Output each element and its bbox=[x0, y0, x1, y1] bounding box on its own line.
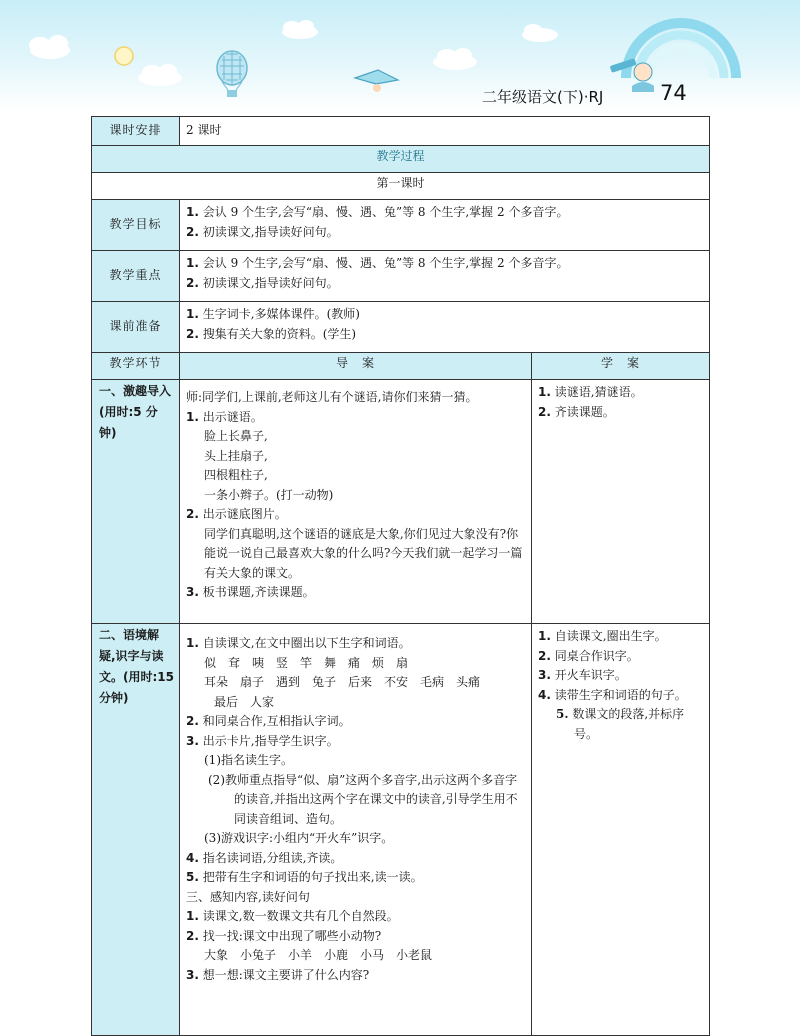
new-words: 耳朵 扇子 遇到 兔子 后来 不安 毛病 头痛 bbox=[204, 675, 481, 689]
prep-content bbox=[180, 302, 710, 353]
list-item: 4. 读带生字和词语的句子。 bbox=[538, 687, 687, 702]
stage2-study bbox=[532, 624, 710, 1036]
stage1-study bbox=[532, 380, 710, 624]
stage1-label: 一、激趣导入(用时:5 分钟) bbox=[99, 384, 172, 440]
list-item: 1. 出示谜语。 bbox=[186, 409, 263, 424]
goals-content bbox=[180, 200, 710, 251]
list-item: 2. 齐读课题。 bbox=[538, 404, 615, 419]
cloud-icon bbox=[433, 48, 477, 70]
table-row bbox=[92, 200, 710, 251]
table-row bbox=[92, 302, 710, 353]
list-item: 4. 指名读词语,分组读,齐读。 bbox=[186, 850, 343, 865]
sub-step: (1)指名读生字。 bbox=[204, 753, 293, 767]
column-header-stage: 教学环节 bbox=[92, 353, 180, 380]
table-row bbox=[92, 173, 710, 200]
book-label: 二年级语文(下)·RJ bbox=[482, 88, 604, 106]
table-row bbox=[92, 380, 710, 624]
focus-content bbox=[180, 251, 710, 302]
column-header-study: 学 案 bbox=[532, 353, 710, 380]
telescope-kid-icon bbox=[610, 58, 654, 92]
cloud-icon bbox=[282, 20, 318, 39]
riddle-line: 头上挂扇子, bbox=[204, 448, 268, 463]
hang-glider-icon bbox=[355, 70, 398, 92]
stage1-step2-detail: 同学们真聪明,这个谜语的谜底是大象,你们见过大象没有?你能说一说自己最喜欢大象的什么吗?今天我们就一起学习一篇有关大象的课文。 bbox=[204, 526, 523, 580]
table-row bbox=[92, 251, 710, 302]
sub-step: (2)教师重点指导“似、扇”这两个多音字,出示这两个多音字的读音,并指出这两个字在课文中的读音,引导学生用不同读音组词、造句。 bbox=[208, 772, 518, 826]
part3-heading: 三、感知内容,读好问句 bbox=[186, 889, 310, 904]
stage2-guide bbox=[180, 624, 532, 1036]
list-item: 2. 初读课文,指导读好问句。 bbox=[186, 275, 339, 290]
process-title: 教学过程 bbox=[92, 146, 710, 173]
table-row bbox=[92, 117, 710, 146]
cloud-icon bbox=[138, 64, 182, 86]
list-item: 1. 自读课文,在文中圈出以下生字和词语。 bbox=[186, 636, 411, 650]
list-item: 2. 和同桌合作,互相指认字词。 bbox=[186, 714, 351, 728]
stage1-intro: 师:同学们,上课前,老师这儿有个谜语,请你们来猜一猜。 bbox=[186, 390, 478, 404]
list-item: 2. 同桌合作识字。 bbox=[538, 648, 639, 663]
list-item: 2. 搜集有关大象的资料。(学生) bbox=[186, 326, 357, 341]
new-words: 最后 人家 bbox=[214, 694, 275, 709]
list-item: 3. 开火车识字。 bbox=[538, 668, 627, 682]
prep-label: 课前准备 bbox=[92, 302, 180, 353]
page-number: 74 bbox=[660, 81, 687, 105]
time-label: 课时安排 bbox=[92, 117, 180, 146]
stage2-label: 二、语境解疑,识字与读文。(用时:15 分钟) bbox=[99, 628, 174, 705]
goals-label: 教学目标 bbox=[92, 200, 180, 251]
lesson1-title: 第一课时 bbox=[92, 173, 710, 200]
list-item: 5. 数课文的段落,并标序号。 bbox=[556, 707, 685, 741]
table-row bbox=[92, 624, 710, 1036]
list-item: 1. 读谜语,猜谜语。 bbox=[538, 385, 643, 399]
riddle-line: 一条小辫子。(打一动物) bbox=[204, 487, 334, 502]
list-item: 2. 出示谜底图片。 bbox=[186, 507, 287, 521]
cloud-icon bbox=[29, 35, 70, 59]
list-item: 3. 出示卡片,指导学生识字。 bbox=[186, 733, 339, 748]
list-item: 2. 找一找:课文中出现了哪些小动物? bbox=[186, 928, 382, 943]
stage2-label-cell bbox=[92, 624, 180, 1036]
stage1-label-cell bbox=[92, 380, 180, 624]
list-item: 5. 把带有生字和词语的句子找出来,读一读。 bbox=[186, 870, 423, 884]
time-value: 2 课时 bbox=[180, 117, 710, 146]
list-item: 1. 会认 9 个生字,会写“扇、慢、遇、兔”等 8 个生字,掌握 2 个多音字。 bbox=[186, 205, 569, 219]
list-item: 2. 初读课文,指导读好问句。 bbox=[186, 224, 339, 239]
cloud-icon bbox=[522, 24, 558, 42]
riddle-line: 脸上长鼻子, bbox=[204, 429, 268, 443]
sub-step: (3)游戏识字:小组内“开火车”识字。 bbox=[204, 831, 394, 845]
list-item: 1. 会认 9 个生字,会写“扇、慢、遇、兔”等 8 个生字,掌握 2 个多音字。 bbox=[186, 256, 569, 270]
animal-list: 大象 小兔子 小羊 小鹿 小马 小老鼠 bbox=[204, 948, 433, 962]
list-item: 1. 自读课文,圈出生字。 bbox=[538, 629, 667, 643]
new-characters: 似 耷 咦 竖 竿 舞 痛 烦 扇 bbox=[204, 655, 409, 670]
lesson-plan-table bbox=[91, 116, 710, 1036]
stage1-guide bbox=[180, 380, 532, 624]
column-header-guide: 导 案 bbox=[180, 353, 532, 380]
list-item: 1. 读课文,数一数课文共有几个自然段。 bbox=[186, 909, 399, 923]
table-row bbox=[92, 146, 710, 173]
sun-icon bbox=[115, 47, 133, 65]
list-item: 3. 想一想:课文主要讲了什么内容? bbox=[186, 967, 370, 982]
table-row bbox=[92, 353, 710, 380]
list-item: 1. 生字词卡,多媒体课件。(教师) bbox=[186, 307, 360, 321]
riddle-line: 四根粗柱子, bbox=[204, 468, 268, 482]
hot-air-balloon-icon bbox=[217, 51, 247, 97]
focus-label: 教学重点 bbox=[92, 251, 180, 302]
list-item: 3. 板书课题,齐读课题。 bbox=[186, 585, 315, 599]
